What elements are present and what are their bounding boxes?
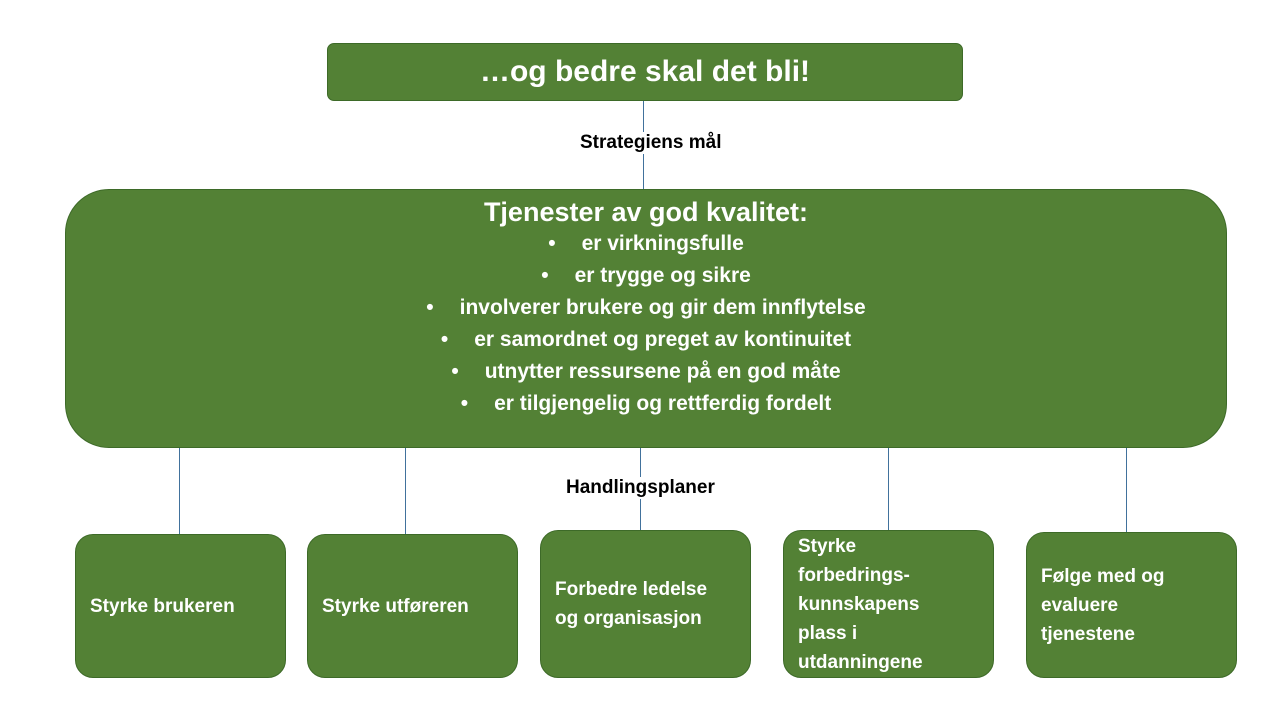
plan-label: Styrke forbedrings- kunnskapens plass i utdanningene xyxy=(798,535,923,673)
bullet-icon: • xyxy=(440,328,449,351)
goal-list xyxy=(66,228,1226,420)
bullet-icon: • xyxy=(460,392,469,415)
bullet-icon: • xyxy=(548,232,556,255)
top-title-box xyxy=(327,43,963,101)
plan-box-styrke-utforeren xyxy=(307,534,518,678)
goal-item: • er trygge og sikre xyxy=(66,260,1226,292)
connector-main-to-plan-5 xyxy=(1126,448,1127,534)
plan-label: Styrke brukeren xyxy=(90,595,235,617)
connector-main-to-plan-1 xyxy=(179,448,180,534)
goal-label: Strategiens mål xyxy=(577,132,725,154)
goal-item: • er samordnet og preget av kontinuitet xyxy=(66,324,1226,356)
plans-label: Handlingsplaner xyxy=(563,477,718,499)
plan-label: Forbedre ledelse og organisasjon xyxy=(555,579,708,629)
plan-box-forbedringskunnskap xyxy=(783,530,994,678)
plan-box-evaluere xyxy=(1026,532,1237,678)
goal-item: • er virkningsfulle xyxy=(66,228,1226,260)
goal-item: • utnytter ressursene på en god måte xyxy=(66,356,1226,388)
top-title: …og bedre skal det bli! xyxy=(479,55,811,88)
bullet-icon: • xyxy=(451,360,459,383)
goal-title: Tjenester av god kvalitet: xyxy=(483,197,809,227)
bullet-icon: • xyxy=(541,264,549,287)
goal-item: • involverer brukere og gir dem innflytelse xyxy=(66,292,1226,324)
bullet-icon: • xyxy=(426,296,434,319)
plan-label: Følge med og evaluere tjenestene xyxy=(1041,565,1165,645)
connector-main-to-plan-4 xyxy=(888,448,889,532)
plan-box-styrke-brukeren xyxy=(75,534,286,678)
goal-item: • er tilgjengelig og rettferdig fordelt xyxy=(66,388,1226,420)
goal-box xyxy=(65,189,1227,448)
connector-main-to-plan-2 xyxy=(405,448,406,534)
plan-box-ledelse xyxy=(540,530,751,678)
plan-label: Styrke utføreren xyxy=(322,595,469,617)
